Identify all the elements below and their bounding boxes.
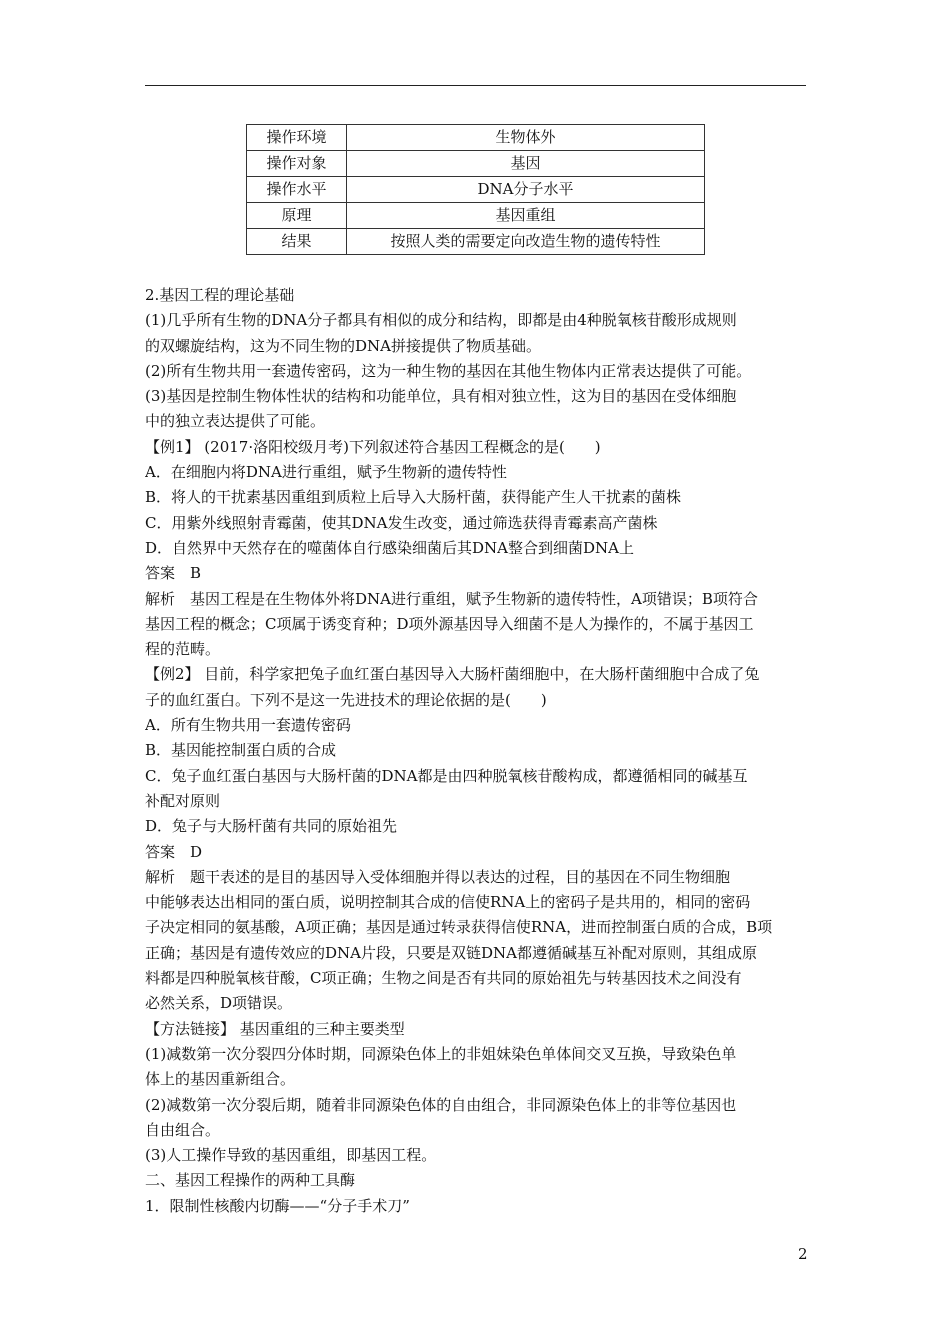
analysis-line: 正确；基因是有遗传效应的DNA片段，只要是双链DNA都遵循碱基互补配对原则，其组成原 xyxy=(145,943,757,962)
page-number: 2 xyxy=(798,1245,808,1263)
table-value: 基因 xyxy=(347,151,705,177)
table-value: 基因重组 xyxy=(347,203,705,229)
analysis-line: 解析 基因工程是在生物体外将DNA进行重组，赋予生物新的遗传特性，A项错误；B项符合 xyxy=(145,589,758,608)
analysis-line: 必然关系，D项错误。 xyxy=(145,994,293,1013)
document-body xyxy=(145,283,810,1219)
text-line: 子的血红蛋白。下列不是这一先进技术的理论依据的是( ) xyxy=(145,690,547,709)
table-value: 按照人类的需要定向改造生物的遗传特性 xyxy=(347,229,705,255)
table-key: 操作对象 xyxy=(247,151,347,177)
option-line: B．基因能控制蛋白质的合成 xyxy=(145,741,337,760)
option-line: A．所有生物共用一套遗传密码 xyxy=(145,716,351,735)
example-2-question: 【例2】 目前，科学家把兔子血红蛋白基因导入大肠杆菌细胞中，在大肠杆菌细胞中合成了兔 xyxy=(145,665,760,684)
table-key: 操作环境 xyxy=(247,125,347,151)
section-heading: 二、基因工程操作的两种工具酶 xyxy=(145,1171,356,1190)
analysis-line: 中能够表达出相同的蛋白质，说明控制其合成的信使RNA上的密码子是共用的，相同的密码 xyxy=(145,893,751,912)
option-line: A．在细胞内将DNA进行重组，赋予生物新的遗传特性 xyxy=(145,463,507,482)
text-line: (1)减数第一次分裂四分体时期，同源染色体上的非姐妹染色单体间交叉互换，导致染色单 xyxy=(145,1044,737,1063)
table-key: 操作水平 xyxy=(247,177,347,203)
table-value: DNA分子水平 xyxy=(347,177,705,203)
analysis-line: 子决定相同的氨基酸，A项正确；基因是通过转录获得信使RNA，进而控制蛋白质的合成，B项 xyxy=(145,918,773,937)
table-row xyxy=(247,177,705,203)
section-heading: 2.基因工程的理论基础 xyxy=(145,286,295,304)
option-line: 补配对原则 xyxy=(145,791,221,810)
answer-line: 答案 B xyxy=(145,564,202,583)
analysis-line: 料都是四种脱氧核苷酸，C项正确；生物之间是否有共同的原始祖先与转基因技术之间没有 xyxy=(145,969,742,988)
text-line: 体上的基因重新组合。 xyxy=(145,1070,296,1089)
option-line: D．兔子与大肠杆菌有共同的原始祖先 xyxy=(145,817,398,836)
option-line: B．将人的干扰素基因重组到质粒上后导入大肠杆菌，获得能产生人干扰素的菌株 xyxy=(145,488,682,507)
analysis-line: 解析 题干表述的是目的基因导入受体细胞并得以表达的过程，目的基因在不同生物细胞 xyxy=(145,867,731,886)
analysis-line: 程的范畴。 xyxy=(145,640,221,659)
text-line: (3)基因是控制生物体性状的结构和功能单位，具有相对独立性，这为目的基因在受体细胞 xyxy=(145,387,737,406)
subsection-heading: 1．限制性核酸内切酶——“分子手术刀” xyxy=(145,1196,410,1215)
text-line: (1)几乎所有生物的DNA分子都具有相似的成分和结构，即都是由4种脱氧核苷酸形成规则 xyxy=(145,311,737,330)
properties-table xyxy=(246,124,705,255)
text-line: (2)减数第一次分裂后期，随着非同源染色体的自由组合，非同源染色体上的非等位基因也 xyxy=(145,1095,737,1114)
text-line: 自由组合。 xyxy=(145,1120,221,1139)
table-key: 结果 xyxy=(247,229,347,255)
option-line: C．兔子血红蛋白基因与大肠杆菌的DNA都是由四种脱氧核苷酸构成，都遵循相同的碱基互 xyxy=(145,766,748,785)
table-row xyxy=(247,125,705,151)
text-line: 的双螺旋结构，这为不同生物的DNA拼接提供了物质基础。 xyxy=(145,336,541,355)
example-1-question: 【例1】 (2017·洛阳校级月考)下列叙述符合基因工程概念的是( ) xyxy=(145,437,601,456)
option-line: D．自然界中天然存在的噬菌体自行感染细菌后其DNA整合到细菌DNA上 xyxy=(145,538,634,557)
text-line: (2)所有生物共用一套遗传密码，这为一种生物的基因在其他生物体内正常表达提供了可能。 xyxy=(145,361,752,380)
option-line: C．用紫外线照射青霉菌，使其DNA发生改变，通过筛选获得青霉素高产菌株 xyxy=(145,513,658,532)
table-key: 原理 xyxy=(247,203,347,229)
table-row xyxy=(247,229,705,255)
answer-line: 答案 D xyxy=(145,842,203,861)
table-row xyxy=(247,203,705,229)
table-row xyxy=(247,151,705,177)
method-link-heading: 【方法链接】 基因重组的三种主要类型 xyxy=(145,1019,405,1038)
analysis-line: 基因工程的概念；C项属于诱变育种；D项外源基因导入细菌不是人为操作的，不属于基因工 xyxy=(145,614,754,633)
table-value: 生物体外 xyxy=(347,125,705,151)
text-line: (3)人工操作导致的基因重组，即基因工程。 xyxy=(145,1146,437,1165)
text-line: 中的独立表达提供了可能。 xyxy=(145,412,326,431)
header-rule xyxy=(145,85,806,86)
